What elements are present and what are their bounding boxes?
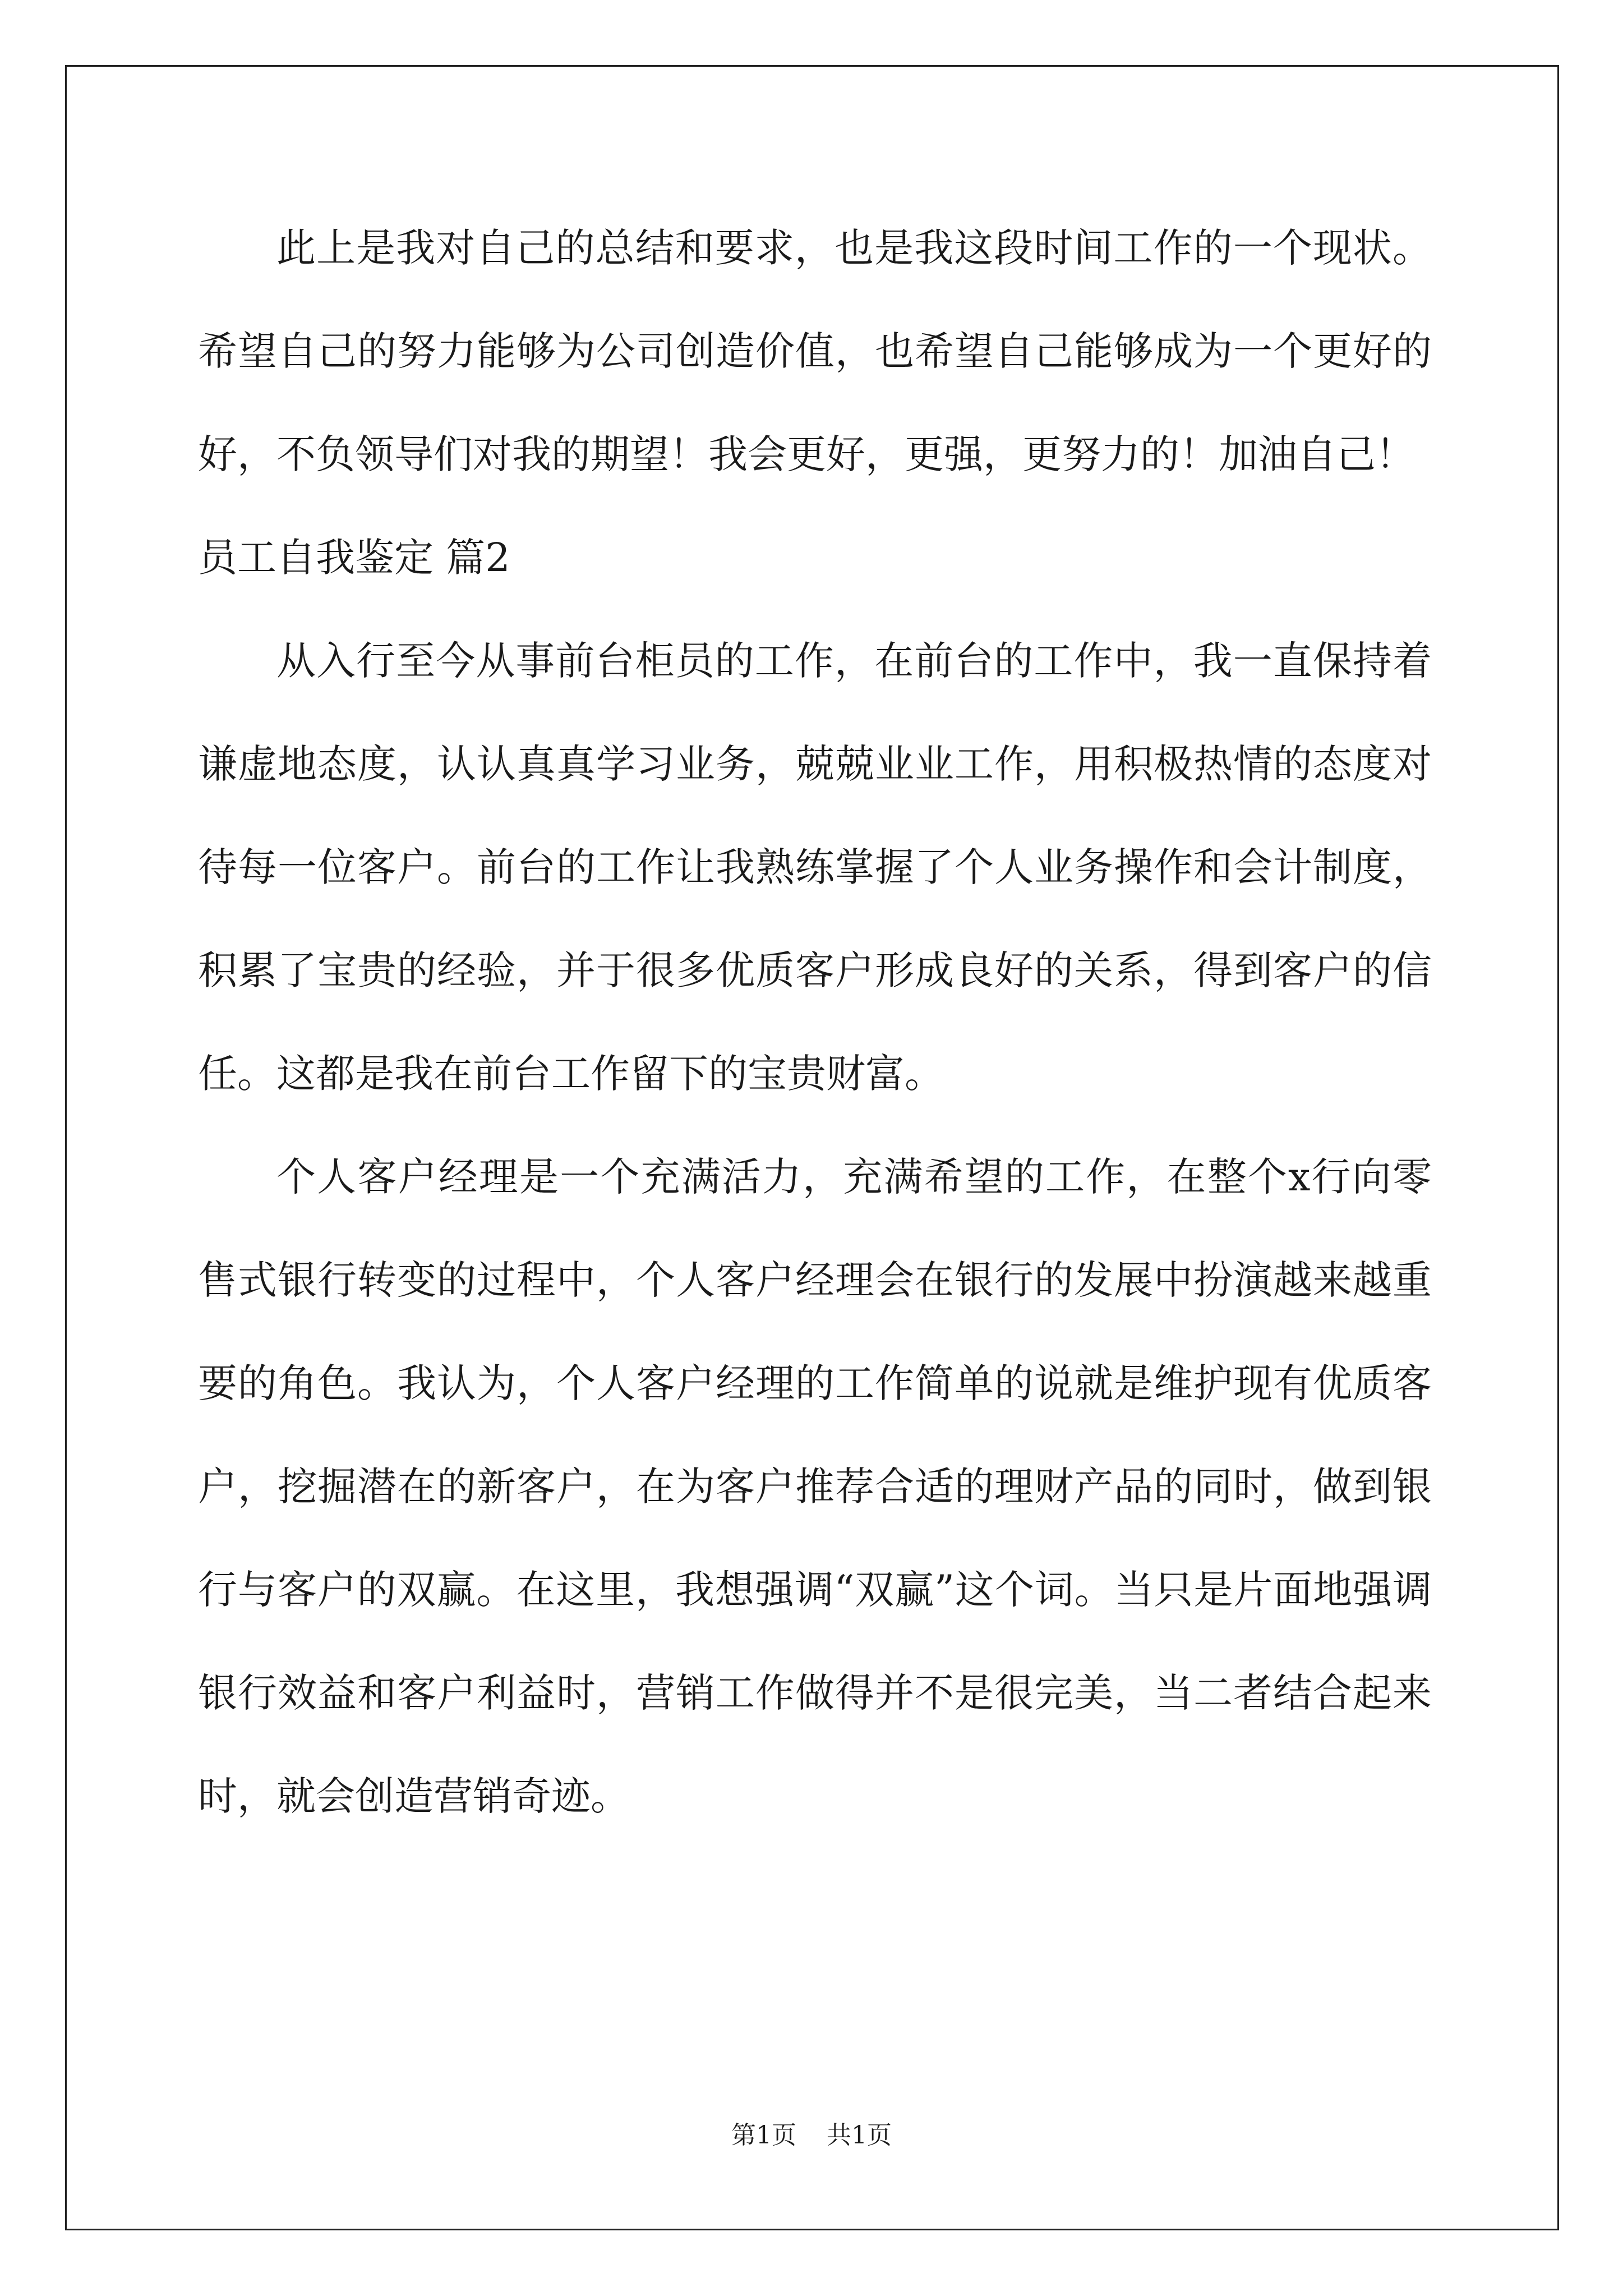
page-number: 第1页	[731, 2121, 796, 2150]
section-heading: 员工自我鉴定 篇2	[198, 535, 510, 581]
paragraph-teller-experience: 从入行至今从事前台柜员的工作，在前台的工作中，我一直保持着谦虚地态度，认认真真学习业务，兢兢业业工作，用积极热情的态度对待每一位客户。前台的工作让我熟练掌握了个人业务操作和会计制度，积累了宝贵的经验，并于很多优质客户形成良好的关系，得到客户的信任。这都是我在前台工作留下的宝贵财富。	[198, 638, 1432, 1097]
paragraph-customer-manager: 个人客户经理是一个充满活力，充满希望的工作，在整个x行向零售式银行转变的过程中，个人客户经理会在银行的发展中扮演越来越重要的角色。我认为，个人客户经理的工作简单的说就是维护现有优质客户，挖掘潜在的新客户，在为客户推荐合适的理财产品的同时，做到银行与客户的双赢。在这里，我想强调“双赢”这个词。当只是片面地强调银行效益和客户利益时，营销工作做得并不是很完美，当二者结合起来时，就会创造营销奇迹。	[198, 1154, 1432, 1819]
paragraph-summary: 此上是我对自己的总结和要求，也是我这段时间工作的一个现状。希望自己的努力能够为公司创造价值，也希望自己能够成为一个更好的好，不负领导们对我的期望！我会更好，更强，更努力的！加油自己！	[198, 225, 1432, 477]
page-total: 共1页	[827, 2121, 892, 2150]
page-footer	[0, 2119, 1623, 2152]
document-body	[198, 196, 1432, 1848]
